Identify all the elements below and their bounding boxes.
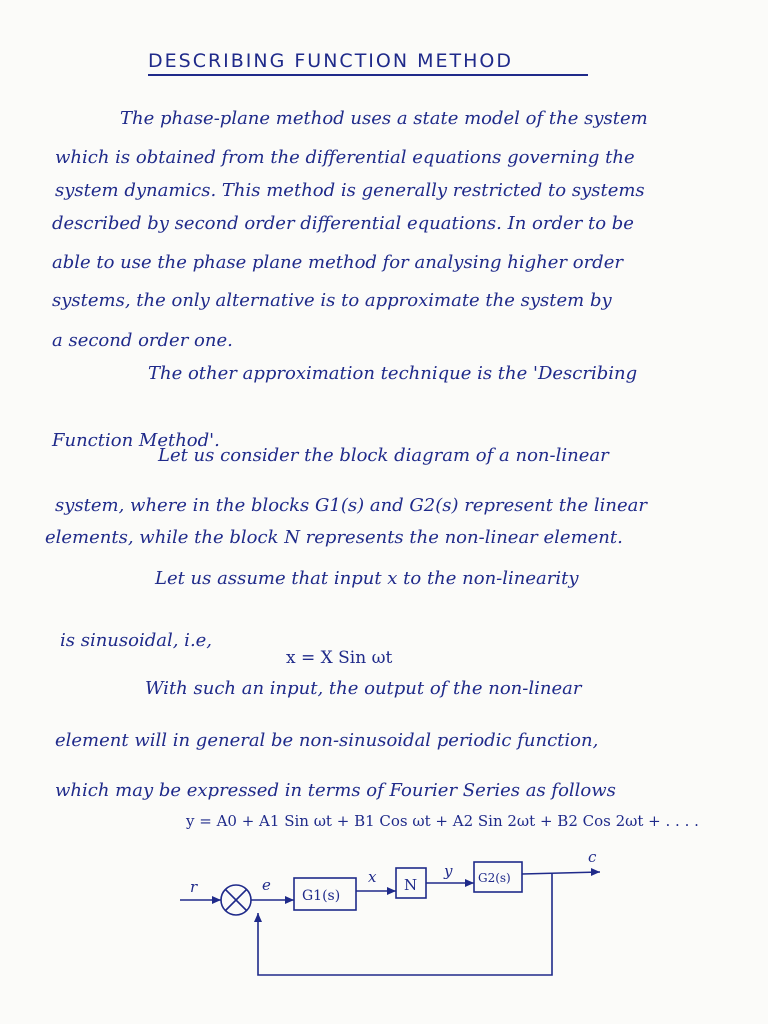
text-line-14: is sinusoidal, i.e, [60, 630, 213, 651]
arrow-into-n [387, 887, 396, 895]
fourier-equation: y = A0 + A1 Sin ωt + B1 Cos ωt + A2 Sin 2ωt + B2 Cos 2ωt + . . . . [186, 812, 699, 830]
block-n-label: N [404, 876, 418, 894]
text-line-9: Function Method'. [52, 430, 220, 451]
page-title: DESCRIBING FUNCTION METHOD [148, 50, 588, 76]
block-g1-label: G1(s) [302, 888, 341, 904]
text-line-3: system dynamics. This method is generally restricted to systems [55, 180, 645, 201]
text-line-1: The phase-plane method uses a state model of the system [120, 108, 648, 129]
text-line-11: system, where in the blocks G1(s) and G2(s) represent the linear [55, 495, 648, 516]
label-c: c [588, 848, 597, 866]
label-y: y [444, 862, 453, 880]
arrow-output [591, 868, 600, 876]
text-line-15: With such an input, the output of the non-linear [145, 678, 582, 699]
label-e: e [262, 876, 271, 894]
arrow-into-g2 [465, 879, 474, 887]
text-line-10: Let us consider the block diagram of a non-linear [158, 445, 609, 466]
label-r: r [190, 878, 198, 896]
arrow-into-g1 [285, 896, 294, 904]
text-line-8: The other approximation technique is the 'Describing [148, 363, 638, 384]
label-x: x [368, 868, 377, 886]
input-equation: x = X Sin ωt [286, 648, 393, 668]
arrow-feedback [254, 913, 262, 922]
output-signal-line [522, 872, 600, 874]
text-line-16: element will in general be non-sinusoidal periodic function, [55, 730, 599, 751]
arrow-into-junction [212, 896, 221, 904]
block-g2-label: G2(s) [478, 871, 511, 885]
text-line-17: which may be expressed in terms of Fourier Series as follows [55, 780, 616, 801]
text-line-5: able to use the phase plane method for analysing higher order [52, 252, 623, 273]
text-line-6: systems, the only alternative is to approximate the system by [52, 290, 612, 311]
text-line-7: a second order one. [52, 330, 233, 351]
text-line-4: described by second order differential equations. In order to be [52, 213, 634, 234]
text-line-12: elements, while the block N represents the non-linear element. [45, 527, 623, 548]
text-line-2: which is obtained from the differential equations governing the [55, 147, 635, 168]
text-line-13: Let us assume that input x to the non-linearity [155, 568, 579, 589]
